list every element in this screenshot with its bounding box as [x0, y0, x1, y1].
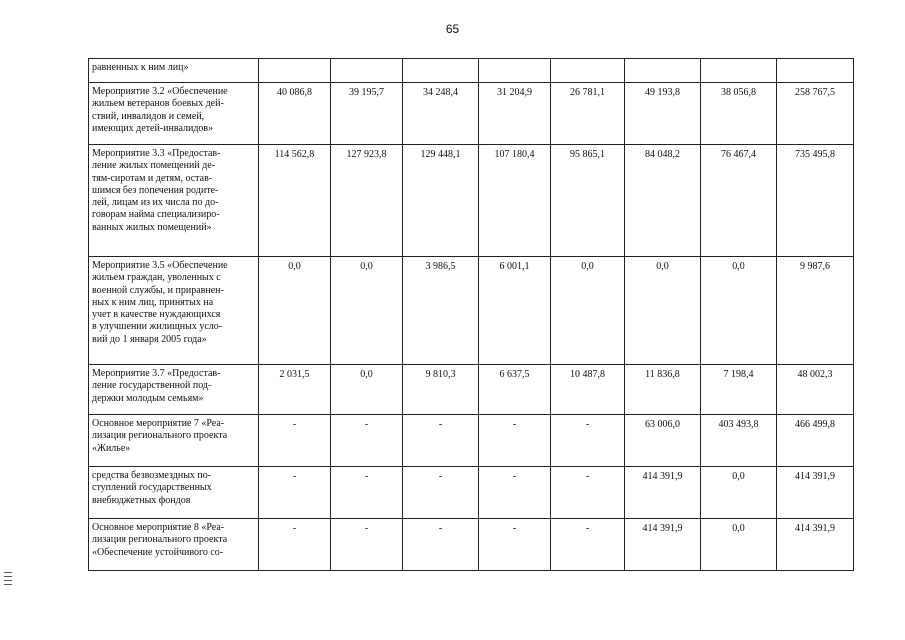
- cell-value: 49 193,8: [625, 83, 701, 145]
- cell-value: 0,0: [259, 257, 331, 365]
- cell-value: 735 495,8: [777, 145, 854, 257]
- page-number: 65: [445, 22, 460, 36]
- cell-value: 127 923,8: [331, 145, 403, 257]
- row-label: Мероприятие 3.2 «Обеспечение жильем ветеранов боевых дей- ствий, инвалидов и семей, имеющих детей-инвалидов»: [89, 83, 259, 145]
- cell-value: 38 056,8: [701, 83, 777, 145]
- cell-value: 0,0: [625, 257, 701, 365]
- cell-value: [701, 59, 777, 83]
- cell-value: 2 031,5: [259, 365, 331, 415]
- cell-value: 466 499,8: [777, 415, 854, 467]
- cell-value: 258 767,5: [777, 83, 854, 145]
- row-label: средства безвозмездных по- ступлений государственных внебюджетных фондов: [89, 467, 259, 519]
- cell-value: 48 002,3: [777, 365, 854, 415]
- cell-value: [403, 59, 479, 83]
- cell-value: -: [403, 467, 479, 519]
- cell-value: 0,0: [701, 467, 777, 519]
- cell-value: -: [331, 467, 403, 519]
- cell-value: 34 248,4: [403, 83, 479, 145]
- cell-value: -: [479, 519, 551, 571]
- cell-value: 403 493,8: [701, 415, 777, 467]
- cell-value: 3 986,5: [403, 257, 479, 365]
- cell-value: 414 391,9: [625, 467, 701, 519]
- row-label: Мероприятие 3.5 «Обеспечение жильем граждан, уволенных с военной службы, и приравнен- ных к ним лиц, принятых на учет в качестве нуждающихся в улучшении жилищных усло- вий до 1 января 2005 года»: [89, 257, 259, 365]
- cell-value: -: [551, 519, 625, 571]
- cell-value: 129 448,1: [403, 145, 479, 257]
- cell-value: -: [551, 415, 625, 467]
- cell-value: 107 180,4: [479, 145, 551, 257]
- cell-value: 414 391,9: [625, 519, 701, 571]
- cell-value: 9 810,3: [403, 365, 479, 415]
- binding-margin-mark: [4, 572, 12, 588]
- table-row: [89, 257, 854, 365]
- cell-value: 84 048,2: [625, 145, 701, 257]
- budget-table: [88, 58, 854, 571]
- table-row: [89, 365, 854, 415]
- table-row: [89, 59, 854, 83]
- cell-value: 9 987,6: [777, 257, 854, 365]
- table-row: [89, 467, 854, 519]
- cell-value: -: [403, 519, 479, 571]
- cell-value: -: [259, 467, 331, 519]
- cell-value: -: [479, 415, 551, 467]
- table-row: [89, 415, 854, 467]
- row-label: Мероприятие 3.7 «Предостав- ление государственной под- держки молодым семьям»: [89, 365, 259, 415]
- cell-value: 11 836,8: [625, 365, 701, 415]
- cell-value: 6 637,5: [479, 365, 551, 415]
- cell-value: [777, 59, 854, 83]
- cell-value: 10 487,8: [551, 365, 625, 415]
- cell-value: -: [551, 467, 625, 519]
- cell-value: [259, 59, 331, 83]
- cell-value: 63 006,0: [625, 415, 701, 467]
- cell-value: 76 467,4: [701, 145, 777, 257]
- cell-value: 31 204,9: [479, 83, 551, 145]
- cell-value: [625, 59, 701, 83]
- cell-value: 40 086,8: [259, 83, 331, 145]
- cell-value: 0,0: [331, 365, 403, 415]
- cell-value: -: [479, 467, 551, 519]
- cell-value: [331, 59, 403, 83]
- cell-value: 0,0: [331, 257, 403, 365]
- table-row: [89, 83, 854, 145]
- cell-value: 0,0: [701, 257, 777, 365]
- cell-value: -: [259, 415, 331, 467]
- cell-value: [479, 59, 551, 83]
- cell-value: [551, 59, 625, 83]
- cell-value: 114 562,8: [259, 145, 331, 257]
- row-label: Основное мероприятие 8 «Реа- лизация регионального проекта «Обеспечение устойчивого со-: [89, 519, 259, 571]
- row-label: равненных к ним лиц»: [89, 59, 259, 83]
- cell-value: 0,0: [551, 257, 625, 365]
- table-row: [89, 145, 854, 257]
- cell-value: 414 391,9: [777, 467, 854, 519]
- cell-value: -: [331, 519, 403, 571]
- cell-value: 39 195,7: [331, 83, 403, 145]
- table-row: [89, 519, 854, 571]
- cell-value: 6 001,1: [479, 257, 551, 365]
- cell-value: -: [331, 415, 403, 467]
- cell-value: 95 865,1: [551, 145, 625, 257]
- cell-value: 414 391,9: [777, 519, 854, 571]
- cell-value: 0,0: [701, 519, 777, 571]
- cell-value: -: [259, 519, 331, 571]
- cell-value: 7 198,4: [701, 365, 777, 415]
- cell-value: 26 781,1: [551, 83, 625, 145]
- row-label: Основное мероприятие 7 «Реа- лизация регионального проекта «Жилье»: [89, 415, 259, 467]
- cell-value: -: [403, 415, 479, 467]
- row-label: Мероприятие 3.3 «Предостав- ление жилых помещений де- тям-сиротам и детям, остав- шимся без попечения родите- лей, лицам из их числа по до- говорам найма специализиро- ванных жилых помещений»: [89, 145, 259, 257]
